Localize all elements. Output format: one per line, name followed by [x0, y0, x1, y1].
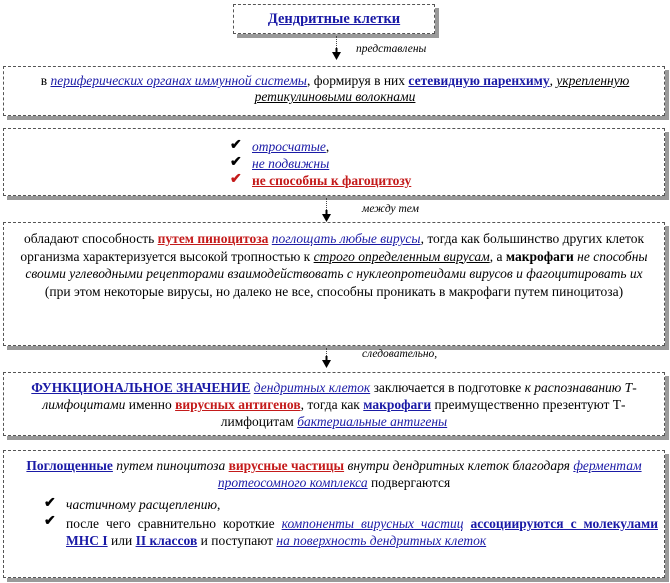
viral-particles-text: вирусные частицы [228, 458, 345, 473]
down-arrow-icon [322, 210, 331, 222]
absorb-viruses-text: поглощать любые вирусы [271, 231, 421, 246]
box-processing-intro: Поглощенные путем пиноцитоза вирусные частицы внутри дендритных клеток благодаря ферментам протеосомного комплекса подвергаются [26, 458, 642, 490]
check-icon: ✔ [44, 514, 56, 529]
property-item-1: отросчатые, [252, 139, 330, 154]
peripheral-organs-text: периферических органах иммунной системы [50, 73, 307, 88]
functional-value-text: ФУНКЦИОНАЛЬНОЕ ЗНАЧЕНИЕ [31, 380, 251, 395]
down-arrow-icon [322, 356, 331, 368]
bacterial-antigens-text: бактериальные антигены [297, 414, 448, 429]
pinocytosis-text: путем пиноцитоза [157, 231, 269, 246]
title-box [233, 4, 435, 34]
box-function [3, 372, 665, 436]
check-icon: ✔ [230, 155, 242, 170]
check-icon: ✔ [230, 138, 242, 153]
reticulin-fibers-text: укрепленную ретикулиновыми волокнами [254, 73, 630, 104]
box-properties [3, 128, 665, 196]
property-item-2: не подвижны [252, 156, 330, 171]
mhc-class-text: ассоциируются с молекулами МНС I [66, 516, 658, 548]
proteasome-text: ферментам протеосомного комплекса [217, 458, 642, 490]
diagram-title: Дендритные клетки [267, 11, 401, 27]
processing-item-2: после чего сравнительно короткие компоненты вирусных частиц ассоциируются с молекулами МНС I или II классов и поступают на поверхность дендритных клеток [66, 516, 658, 548]
check-icon: ✔ [230, 172, 242, 187]
viral-antigens-text: вирусных антигенов [175, 397, 301, 412]
connector-label-1: представлены [356, 43, 427, 55]
property-item-3: не способны к фагоцитозу [252, 173, 412, 188]
network-parenchyma-text: сетевидную паренхиму [408, 73, 550, 88]
box-location [3, 66, 665, 116]
check-icon: ✔ [44, 496, 56, 511]
box-location-text: в периферических органах иммунной системы, формируя в них сетевидную паренхиму, укрепленную ретикулиновыми волокнами [40, 73, 630, 104]
box-function-text: ФУНКЦИОНАЛЬНОЕ ЗНАЧЕНИЕ дендритных клеток заключается в подготовке к распознаванию Т-лимфоцитами именно вирусных антигенов, тогда как макрофаги преимущественно презентуют Т-лимфоцитам бактериальные антигены [31, 380, 637, 429]
box-pinocytosis-text: обладают способность путем пиноцитоза поглощать любые вирусы, тогда как большинство других клеток организма характеризуется высокой тропностью к строго определенным вирусам, а макрофаги не способны своими углеводными рецепторами взаимодействовать с нуклеопротеидами вирусов и фагоцитировать их (при этом некоторые вирусы, но далеко не все, способны проникать в макрофаги путем пиноцитоза) [20, 231, 648, 299]
box-pinocytosis [3, 222, 665, 346]
macrophages-text: макрофаги [363, 397, 432, 412]
macrophages-text: макрофаги [505, 248, 574, 264]
connector-label-2: между тем [362, 203, 419, 215]
down-arrow-icon [332, 48, 341, 60]
box-processing [3, 450, 665, 578]
connector-label-3: следовательно, [362, 348, 438, 360]
processing-item-1: частичному расщеплению, [66, 497, 221, 512]
